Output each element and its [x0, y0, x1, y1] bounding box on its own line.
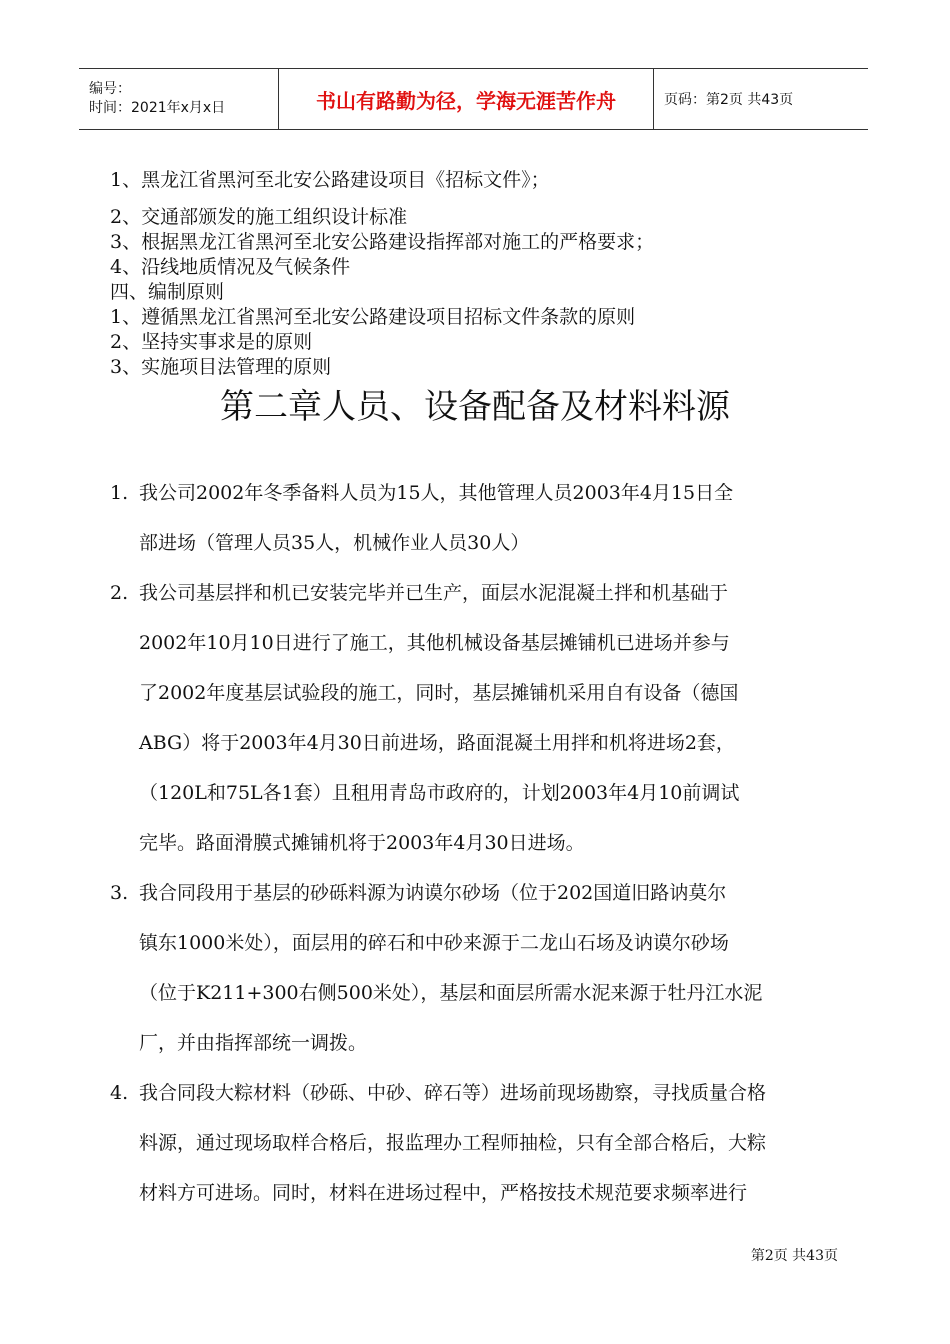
- item-line: 我公司基层拌和机已安装完毕并已生产，面层水泥混凝土拌和机基础于: [139, 582, 729, 604]
- item-line: ABG）将于2003年4月30日前进场，路面混凝土用拌和机将进场2套，: [139, 732, 735, 754]
- intro-line: 4、沿线地质情况及气候条件: [110, 256, 351, 278]
- intro-line: 2、交通部颁发的施工组织设计标准: [110, 206, 408, 228]
- chapter-title: 第二章人员、设备配备及材料料源: [220, 387, 730, 427]
- item-line: 镇东1000米处），面层用的碎石和中砂来源于二龙山石场及讷谟尔砂场: [139, 932, 729, 954]
- item-line: 材料方可进场。同时，材料在进场过程中，严格按技术规范要求频率进行: [139, 1182, 748, 1204]
- item-number: 1.: [110, 482, 129, 504]
- list-item: [110, 468, 840, 568]
- item-line: 料源，通过现场取样合格后，报监理办工程师抽检，只有全部合格后，大粽: [139, 1132, 767, 1154]
- item-line: （120L和75L各1套）且租用青岛市政府的，计划2003年4月10前调试: [139, 782, 740, 804]
- numbered-paragraphs: [110, 468, 840, 1218]
- item-number: 4.: [110, 1082, 129, 1104]
- header-page-label: 页码：第2页 共43页: [664, 92, 794, 108]
- document-time-label: 时间：2021年x月x日: [89, 100, 226, 116]
- header-motto: [279, 69, 654, 129]
- item-line: 我合同段用于基层的砂砾料源为讷谟尔砂场（位于202国道旧路讷莫尔: [139, 882, 727, 904]
- item-line: 我公司2002年冬季备料人员为15人，其他管理人员2003年4月15日全: [139, 482, 734, 504]
- intro-line: 3、实施项目法管理的原则: [110, 356, 332, 378]
- intro-line: 3、根据黑龙江省黑河至北安公路建设指挥部对施工的严格要求；: [110, 231, 655, 253]
- intro-list: [110, 168, 810, 380]
- item-line: 部进场（管理人员35人，机械作业人员30人）: [139, 532, 530, 554]
- header-page-info: [654, 69, 868, 129]
- page-header: [79, 68, 868, 130]
- item-line: 2002年10月10日进行了施工，其他机械设备基层摊铺机已进场并参与: [139, 632, 730, 654]
- item-number: 3.: [110, 882, 129, 904]
- document-number-label: 编号：: [89, 81, 131, 97]
- item-line: 完毕。路面滑膜式摊铺机将于2003年4月30日进场。: [139, 832, 585, 854]
- item-line: （位于K211+300右侧500米处），基层和面层所需水泥来源于牡丹江水泥: [139, 982, 763, 1004]
- item-line: 了2002年度基层试验段的施工，同时，基层摊铺机采用自有设备（德国: [139, 682, 739, 704]
- intro-line: 1、遵循黑龙江省黑河至北安公路建设项目招标文件条款的原则: [110, 306, 636, 328]
- intro-line: 1、黑龙江省黑河至北安公路建设项目《招标文件》；: [110, 169, 550, 191]
- header-meta: [79, 69, 279, 129]
- list-item: [110, 568, 840, 868]
- motto-text: 书山有路勤为径，学海无涯苦作舟: [316, 88, 616, 113]
- item-line: 厂，并由指挥部统一调拨。: [139, 1032, 368, 1054]
- intro-line: 2、坚持实事求是的原则: [110, 331, 313, 353]
- list-item: [110, 1068, 840, 1218]
- list-item: [110, 868, 840, 1068]
- page-footer: 第2页 共43页: [750, 1248, 838, 1264]
- section-heading: 四、编制原则: [110, 281, 225, 303]
- item-line: 我合同段大粽材料（砂砾、中砂、碎石等）进场前现场勘察，寻找质量合格: [139, 1082, 767, 1104]
- item-number: 2.: [110, 582, 129, 604]
